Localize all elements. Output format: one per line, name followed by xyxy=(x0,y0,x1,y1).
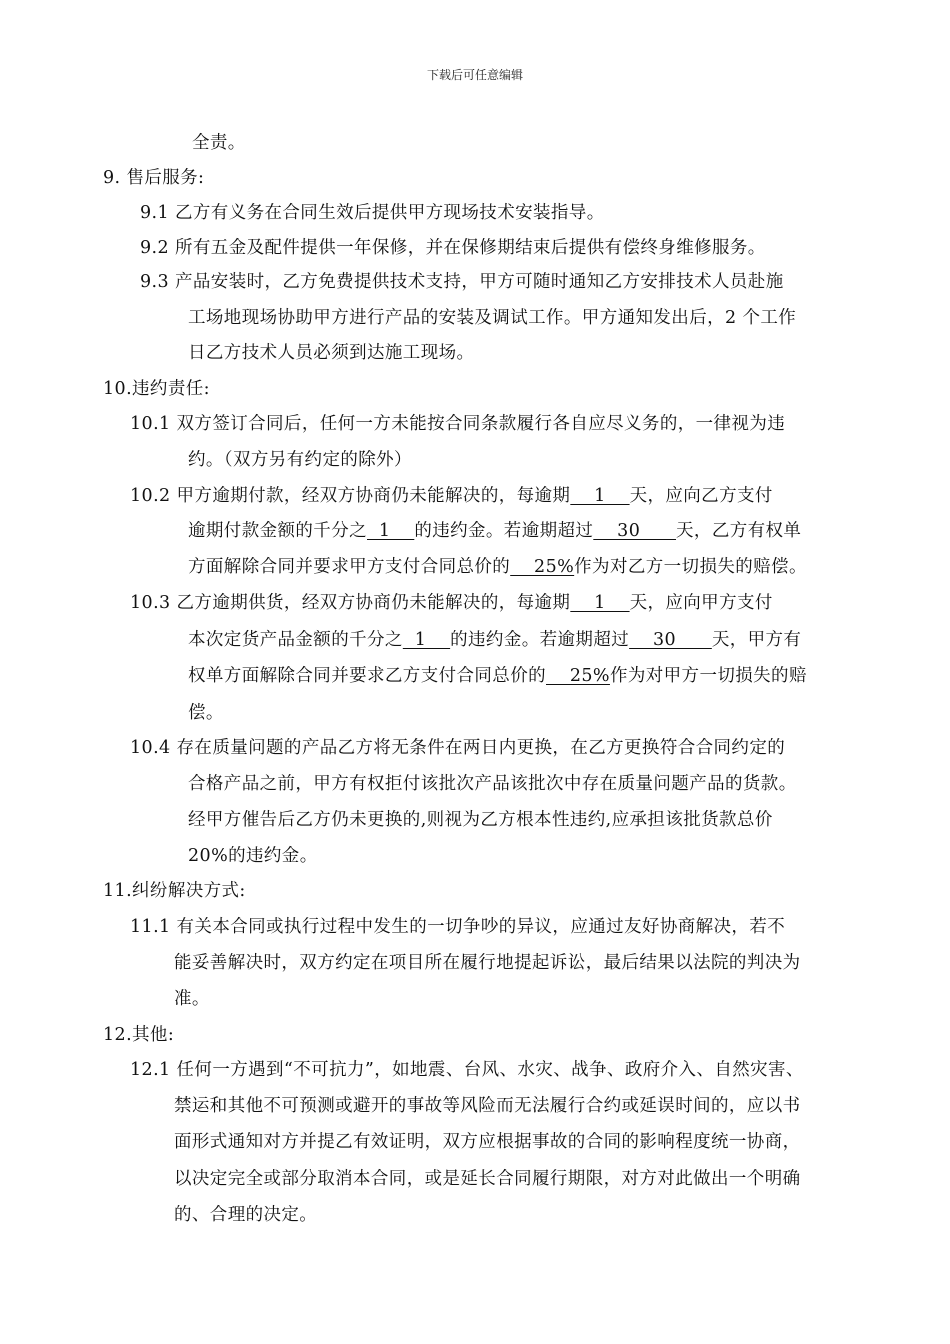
fill-blank: 1 xyxy=(367,521,415,541)
text-line: 准。 xyxy=(174,989,210,1009)
text-segment: 天，甲方有 xyxy=(711,630,802,650)
text-line: 日乙方技术人员必须到达施工现场。 xyxy=(188,343,475,363)
clause-9-1: 9.1 乙方有义务在合同生效后提供甲方现场技术安装指导。 xyxy=(140,203,605,223)
clause-9-3: 9.3 产品安装时，乙方免费提供技术支持，甲方可随时通知乙方安排技术人员赴施 xyxy=(140,272,784,292)
text-segment: 10.3 乙方逾期供货，经双方协商仍未能解决的，每逾期 xyxy=(130,593,571,613)
text-segment: 10.2 甲方逾期付款，经双方协商仍未能解决的，每逾期 xyxy=(130,486,571,506)
text-line xyxy=(188,662,807,687)
text-line xyxy=(188,553,807,578)
text-line: 约。（双方另有约定的除外） xyxy=(188,450,412,470)
text-line: 能妥善解决时，双方约定在项目所在履行地提起诉讼，最后结果以法院的判决为 xyxy=(174,953,801,973)
text-segment: 作为对甲方一切损失的赔 xyxy=(609,666,807,686)
text-line: 合格产品之前，甲方有权拒付该批次产品该批次中存在质量问题产品的货款。 xyxy=(188,774,797,794)
text-line: 20%的违约金。 xyxy=(188,846,318,866)
text-line: 工场地现场协助甲方进行产品的安装及调试工作。甲方通知发出后，2 个工作 xyxy=(188,308,797,328)
text-segment: 方面解除合同并要求甲方支付合同总价的 xyxy=(188,557,511,577)
text-segment: 天，乙方有权单 xyxy=(676,521,802,541)
fill-blank: 1 xyxy=(570,486,630,506)
section-heading-9: 9. 售后服务: xyxy=(103,168,205,188)
clause-10-4: 10.4 存在质量问题的产品乙方将无条件在两日内更换，在乙方更换符合合同约定的 xyxy=(130,738,786,758)
clause-10-1: 10.1 双方签订合同后，任何一方未能按合同条款履行各自应尽义务的，一律视为违 xyxy=(130,414,786,434)
text-segment: 的违约金。若逾期超过 xyxy=(414,521,594,541)
fill-blank: 1 xyxy=(570,593,630,613)
text-segment: 逾期付款金额的千分之 xyxy=(188,521,367,541)
fill-blank: 1 xyxy=(402,630,451,650)
text-line: 以决定完全或部分取消本合同，或是延长合同履行期限，对方对此做出一个明确 xyxy=(174,1169,801,1189)
section-heading-12: 12.其他: xyxy=(103,1025,175,1045)
clause-11-1: 11.1 有关本合同或执行过程中发生的一切争吵的异议，应通过友好协商解决，若不 xyxy=(130,917,786,937)
text-segment: 权单方面解除合同并要求乙方支付合同总价的 xyxy=(188,666,546,686)
text-line: 全责。 xyxy=(192,133,246,153)
fill-blank: 25% xyxy=(546,666,610,686)
fill-blank: 30 xyxy=(629,630,712,650)
text-line: 经甲方催告后乙方仍未更换的,则视为乙方根本性违约,应承担该批货款总价 xyxy=(188,810,773,830)
text-segment: 的违约金。若逾期超过 xyxy=(450,630,630,650)
text-line: 面形式通知对方并提乙有效证明，双方应根据事故的合同的影响程度统一协商， xyxy=(174,1132,801,1152)
fill-blank: 25% xyxy=(510,557,575,577)
clause-10-3 xyxy=(130,589,773,614)
text-line: 偿。 xyxy=(188,703,224,723)
section-heading-11: 11.纠纷解决方式: xyxy=(103,881,246,901)
section-heading-10: 10.违约责任: xyxy=(103,379,210,399)
clause-10-2 xyxy=(130,482,773,507)
clause-9-2: 9.2 所有五金及配件提供一年保修，并在保修期结束后提供有偿终身维修服务。 xyxy=(140,238,766,258)
text-line: 的、合理的决定。 xyxy=(174,1205,318,1225)
page-header: 下载后可任意编辑 xyxy=(426,68,523,82)
text-segment: 作为对乙方一切损失的赔偿。 xyxy=(574,557,807,577)
clause-12-1: 12.1 任何一方遇到“不可抗力”，如地震、台风、水灾、战争、政府介入、自然灾害、 xyxy=(130,1060,804,1080)
text-line: 禁运和其他不可预测或避开的事故等风险而无法履行合约或延误时间的，应以书 xyxy=(174,1096,801,1116)
text-line xyxy=(188,517,801,542)
text-line xyxy=(188,626,801,651)
text-segment: 本次定货产品金额的千分之 xyxy=(188,630,403,650)
fill-blank: 30 xyxy=(593,521,677,541)
text-segment: 天，应向甲方支付 xyxy=(629,593,773,613)
text-segment: 天，应向乙方支付 xyxy=(629,486,773,506)
